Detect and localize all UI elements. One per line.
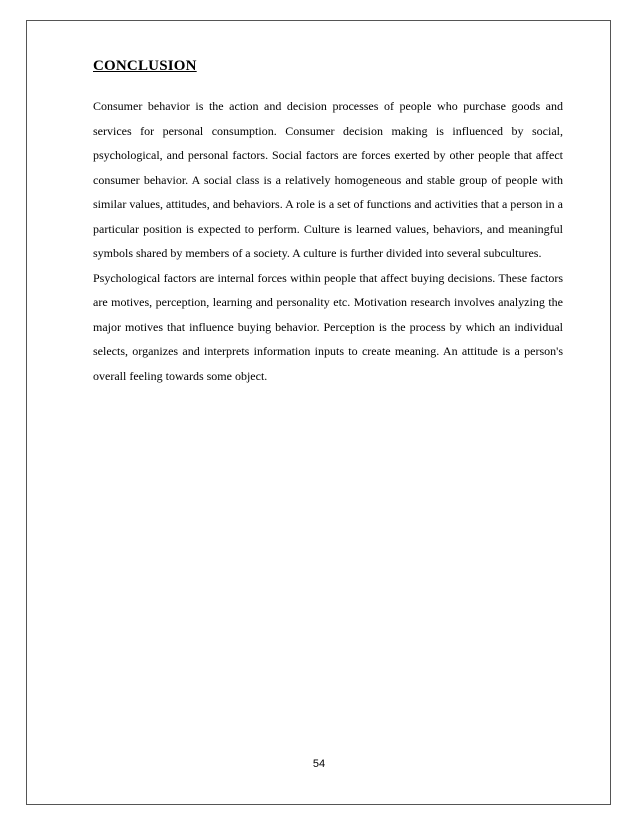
paragraph-1: Consumer behavior is the action and decision processes of people who purchase goods and services for personal consumption. Consumer decision making is influenced by social, psychological, and personal factors. Social factors are forces exerted by other people that affect consumer behavior. A social class is a relatively homogeneous and stable group of people with similar values, attitudes, and behaviors. A role is a set of functions and activities that a person in a particular position is expected to perform. Culture is learned values, behaviors, and meaningful symbols shared by members of a society. A culture is further divided into several subcultures.	[93, 99, 563, 260]
page-number: 54	[312, 758, 326, 770]
page-title: CONCLUSION	[93, 58, 197, 74]
body-text	[93, 94, 563, 388]
paragraph-2: Psychological factors are internal forces within people that affect buying decisions. These factors are motives, perception, learning and personality etc. Motivation research involves analyzing the major motives that influence buying behavior. Perception is the process by which an individual selects, organizes and interprets information inputs to create meaning. An attitude is a person's overall feeling towards some object.	[93, 270, 563, 383]
